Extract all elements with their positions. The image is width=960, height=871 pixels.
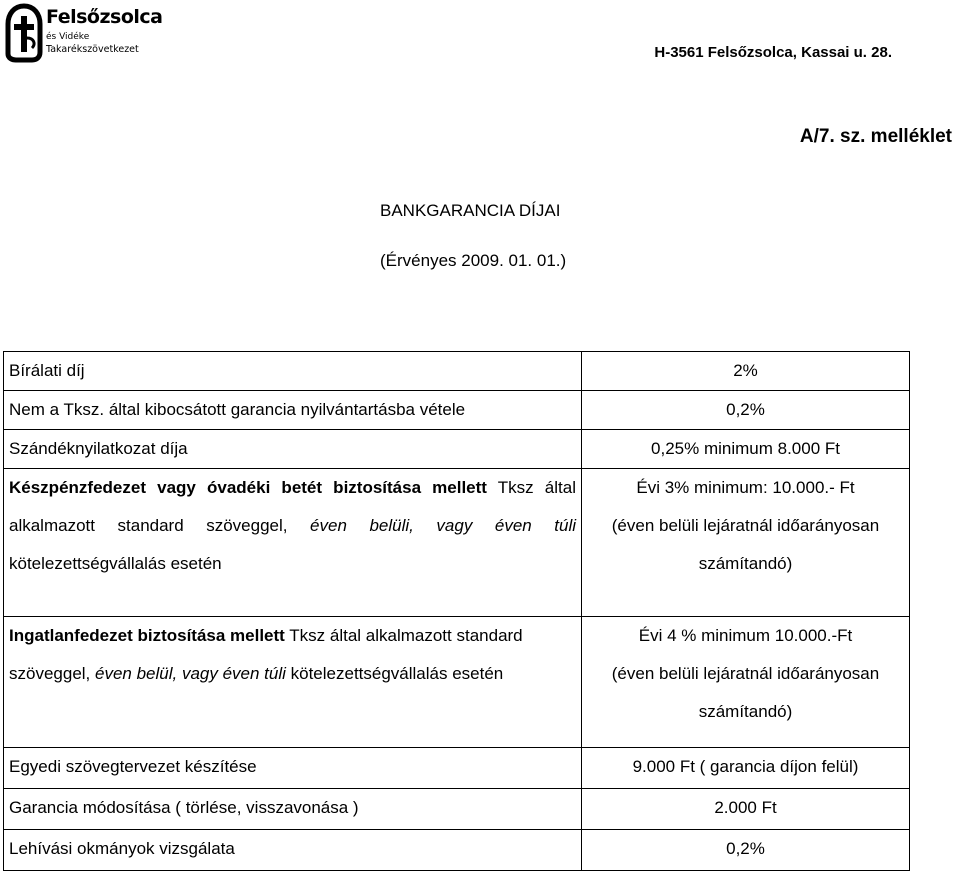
fee-price-line: Évi 4 % minimum 10.000.-Ft bbox=[638, 626, 853, 645]
fee-price: 2.000 Ft bbox=[582, 789, 910, 830]
fee-description-text: szöveggel, bbox=[9, 664, 91, 683]
fee-description-text: Tksz által bbox=[486, 478, 576, 497]
table-row bbox=[4, 469, 910, 617]
fee-description-bold: Ingatlanfedezet biztosítása mellett bbox=[9, 626, 285, 645]
bank-address: H-3561 Felsőzsolca, Kassai u. 28. bbox=[654, 44, 892, 61]
fee-price: 0,25% minimum 8.000 Ft bbox=[582, 430, 910, 469]
fee-price: 2% bbox=[582, 352, 910, 391]
fee-price-line: számítandó) bbox=[698, 702, 793, 721]
fee-description-italic: vagy éven túli bbox=[413, 516, 576, 535]
fee-price-line: számítandó) bbox=[698, 554, 793, 573]
fee-description-line bbox=[9, 469, 576, 507]
fee-description-line bbox=[9, 655, 576, 693]
fee-description-line bbox=[9, 507, 576, 545]
table-row bbox=[4, 430, 910, 469]
fee-price bbox=[582, 617, 910, 748]
fee-description: Lehívási okmányok vizsgálata bbox=[4, 830, 582, 871]
table-row bbox=[4, 830, 910, 871]
validity-date: (Érvényes 2009. 01. 01.) bbox=[380, 251, 567, 270]
fee-description: Egyedi szövegtervezet készítése bbox=[4, 748, 582, 789]
table-row bbox=[4, 789, 910, 830]
logo-subtitle-2: Takarékszövetkezet bbox=[46, 44, 139, 55]
logo-cross-icon bbox=[4, 2, 44, 64]
fee-description-text: kötelezettségvállalás esetén bbox=[9, 554, 222, 573]
fee-price-line: Évi 3% minimum: 10.000.- Ft bbox=[636, 478, 855, 497]
table-row bbox=[4, 617, 910, 748]
fee-description: Szándéknyilatkozat díja bbox=[4, 430, 582, 469]
annex-label: A/7. sz. melléklet bbox=[799, 126, 952, 147]
fee-description-bold: Készpénzfedezet vagy óvadéki betét biztosítása mellett bbox=[9, 478, 487, 497]
fee-price bbox=[582, 469, 910, 617]
fee-price: 0,2% bbox=[582, 830, 910, 871]
fee-description-italic: éven belül, vagy éven túli bbox=[90, 664, 286, 683]
fee-price-line: (éven belüli lejáratnál időarányosan bbox=[611, 664, 880, 683]
fee-price-line: (éven belüli lejáratnál időarányosan bbox=[611, 516, 880, 535]
logo-name: Felsőzsolca bbox=[46, 6, 163, 28]
fee-description-italic: éven belüli, bbox=[287, 516, 414, 535]
fee-description bbox=[4, 617, 582, 748]
table-row bbox=[4, 391, 910, 430]
fee-table bbox=[3, 351, 910, 871]
fee-description-text: alkalmazott standard szöveggel, bbox=[9, 516, 288, 535]
table-row bbox=[4, 748, 910, 789]
fee-description-text: kötelezettségvállalás esetén bbox=[285, 664, 504, 683]
bank-logo bbox=[4, 2, 163, 64]
table-row bbox=[4, 352, 910, 391]
fee-price: 9.000 Ft ( garancia díjon felül) bbox=[582, 748, 910, 789]
fee-description-line bbox=[9, 545, 576, 583]
fee-description bbox=[4, 469, 582, 617]
fee-description: Nem a Tksz. által kibocsátott garancia nyilvántartásba vétele bbox=[4, 391, 582, 430]
fee-price: 0,2% bbox=[582, 391, 910, 430]
fee-description: Bírálati díj bbox=[4, 352, 582, 391]
fee-description-line bbox=[9, 617, 576, 655]
fee-description-text: Tksz által alkalmazott standard bbox=[284, 626, 523, 645]
logo-subtitle-1: és Vidéke bbox=[46, 32, 90, 42]
document-title: BANKGARANCIA DÍJAI bbox=[380, 201, 561, 220]
fee-description: Garancia módosítása ( törlése, visszavonása ) bbox=[4, 789, 582, 830]
